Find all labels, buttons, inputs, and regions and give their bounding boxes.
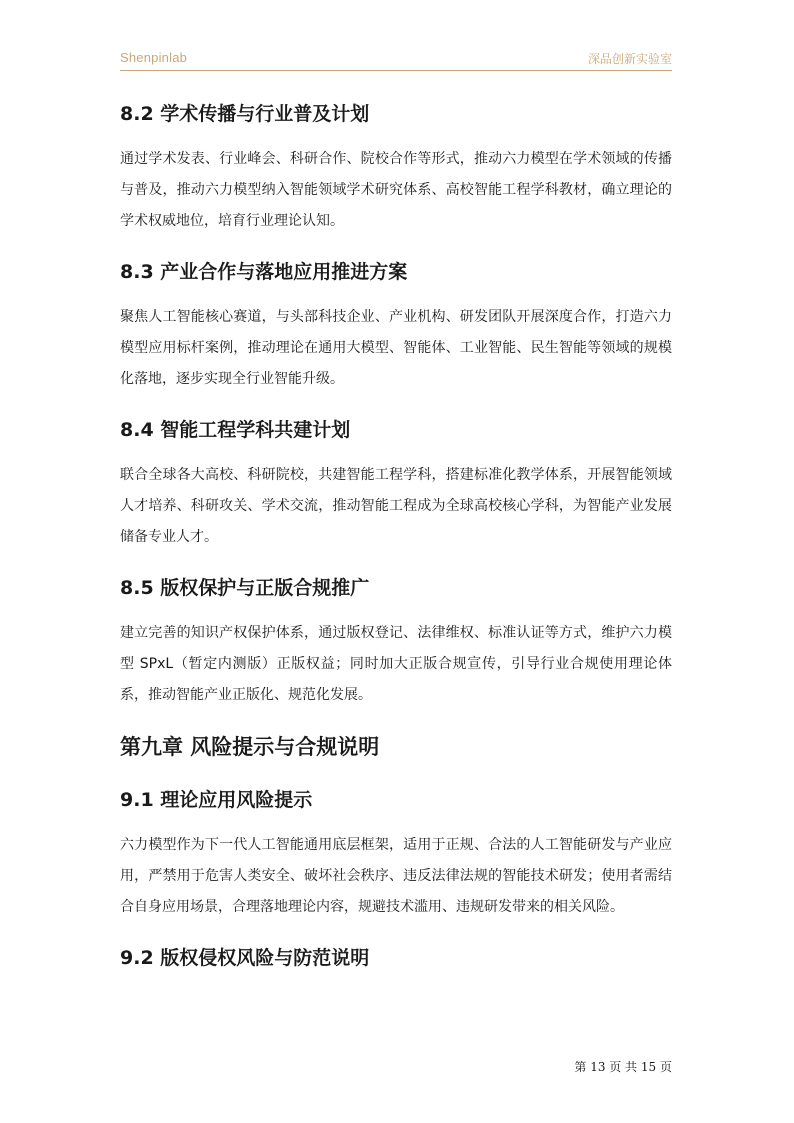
brand-logo-text: [120, 50, 187, 65]
section-heading-8-2: 8.2 学术传播与行业普及计划: [120, 103, 370, 125]
section-paragraph-9-1: 六力模型作为下一代人工智能通用底层框架，适用于正规、合法的人工智能研发与产业应用，严禁用于危害人类安全、破坏社会秩序、违反法律法规的智能技术研发；使用者需结合自身应用场景，合理落地理论内容，规避技术滥用、违规研发带来的相关风险。: [120, 837, 672, 915]
chapter-heading-9: 第九章 风险提示与合规说明: [120, 735, 380, 759]
lab-name: 深品创新实验室: [587, 52, 672, 66]
section-paragraph-8-3: 聚焦人工智能核心赛道，与头部科技企业、产业机构、研发团队开展深度合作，打造六力模型应用标杆案例，推动理论在通用大模型、智能体、工业智能、民生智能等领域的规模化落地，逐步实现全行业智能升级。: [120, 309, 672, 387]
section-heading-8-3: 8.3 产业合作与落地应用推进方案: [120, 261, 408, 283]
section-heading-8-4: 8.4 智能工程学科共建计划: [120, 419, 351, 441]
page-number: 第 13 页 共 15 页: [574, 1060, 672, 1074]
section-heading-9-1: 9.1 理论应用风险提示: [120, 789, 313, 811]
section-paragraph-8-2: 通过学术发表、行业峰会、科研合作、院校合作等形式，推动六力模型在学术领域的传播与普及，推动六力模型纳入智能领域学术研究体系、高校智能工程学科教材，确立理论的学术权威地位，培育行业理论认知。: [120, 151, 672, 229]
brand-name-light: lab: [169, 50, 188, 65]
brand-name-bold: Shenpin: [120, 50, 170, 65]
document-body: [120, 100, 672, 988]
section-heading-9-2: 9.2 版权侵权风险与防范说明: [120, 947, 370, 969]
section-heading-8-5: 8.5 版权保护与正版合规推广: [120, 577, 370, 599]
section-paragraph-8-4: 联合全球各大高校、科研院校，共建智能工程学科，搭建标准化教学体系，开展智能领域人才培养、科研攻关、学术交流，推动智能工程成为全球高校核心学科，为智能产业发展储备专业人才。: [120, 467, 672, 545]
page-header: [120, 50, 672, 71]
section-paragraph-8-5: 建立完善的知识产权保护体系，通过版权登记、法律维权、标准认证等方式，维护六力模型 SPxL（暂定内测版）正版权益；同时加大正版合规宣传，引导行业合规使用理论体系，推动智能产业正版化、规范化发展。: [120, 625, 672, 703]
